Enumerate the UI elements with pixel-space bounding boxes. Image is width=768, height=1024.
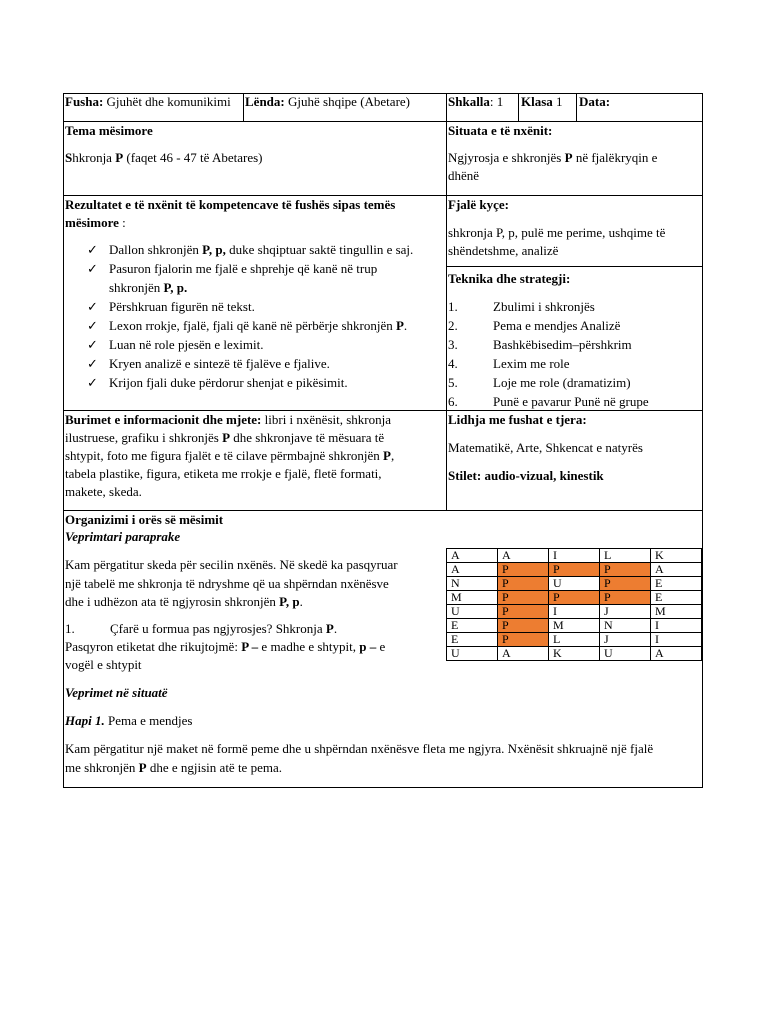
list-item-continuation: shkronjën P, p.: [109, 280, 188, 295]
lenda-value: Gjuhë shqipe (Abetare): [284, 94, 410, 109]
grid-cell: E: [447, 633, 498, 647]
check-icon: ✓: [87, 242, 98, 257]
check-icon: ✓: [87, 299, 98, 314]
situata-heading: Situata e të nxënit:: [448, 123, 553, 138]
grid-cell: P: [498, 591, 549, 605]
grid-cell: M: [549, 619, 600, 633]
grid-cell: K: [651, 549, 702, 563]
data-text: [579, 93, 610, 111]
grid-cell: N: [447, 577, 498, 591]
lenda-label: Lënda:: [245, 94, 285, 109]
rezultatet-heading-line2: mësimore :: [65, 215, 126, 230]
list-item: 3. Bashkëbisedim–përshkrim: [448, 337, 632, 352]
klasa-label: Klasa: [521, 94, 553, 109]
tema-text: Shkronja P (faqet 46 - 47 të Abetares): [65, 150, 263, 165]
lidhja-text: Matematikë, Arte, Shkencat e natyrës: [448, 440, 643, 455]
grid-cell: P: [549, 591, 600, 605]
lenda-text: [245, 93, 410, 111]
klasa-text: [521, 93, 563, 111]
grid-cell: M: [651, 605, 702, 619]
burimet-line4: tabela plastike, figura, etiketa me rrokje e fjalë, fletë formati,: [65, 466, 382, 481]
grid-cell: U: [447, 605, 498, 619]
grid-cell: P: [498, 633, 549, 647]
grid-cell: I: [651, 619, 702, 633]
organizimi-p1-line1: Kam përgatitur skeda për secilin nxënës. Në skedë ka pasqyruar: [65, 557, 398, 572]
grid-row: [447, 577, 702, 591]
check-icon: ✓: [87, 337, 98, 352]
organizimi-p1-line3: dhe i udhëzon ata të ngjyrosin shkronjën P, p.: [65, 594, 303, 609]
organizimi-question-text: Çfarë u formua pas ngjyrosjes? Shkronja P.: [110, 621, 338, 636]
letter-grid-body: [447, 549, 702, 661]
veprimtari-heading: Veprimtari paraprake: [65, 529, 181, 544]
list-item: ✓ Lexon rrokje, fjalë, fjali që kanë në përbërje shkronjën P.: [87, 318, 408, 333]
lidhja-heading: Lidhja me fushat e tjera:: [448, 412, 587, 427]
list-item: 1. Zbulimi i shkronjës: [448, 299, 595, 314]
grid-cell: P: [600, 577, 651, 591]
shkalla-value: : 1: [489, 94, 504, 109]
veprimet-heading: Veprimet në situatë: [65, 685, 168, 700]
grid-cell: I: [651, 633, 702, 647]
rezultatet-list: [87, 240, 442, 392]
grid-cell: A: [651, 563, 702, 577]
situata-line1: Ngjyrosja e shkronjës P në fjalëkryqin e: [448, 150, 658, 165]
grid-row: [447, 563, 702, 577]
data-label: Data:: [579, 94, 611, 109]
grid-cell: M: [447, 591, 498, 605]
rezultatet-heading-line1: Rezultatet e të nxënit të kompetencave të fushës sipas temës: [65, 197, 396, 212]
grid-cell: P: [498, 605, 549, 619]
grid-row: [447, 647, 702, 661]
grid-row: [447, 605, 702, 619]
organizimi-last-line2: me shkronjën P dhe e ngjisin atë te pema.: [65, 760, 282, 775]
grid-cell: A: [447, 549, 498, 563]
grid-cell: P: [600, 563, 651, 577]
burimet-line1: Burimet e informacionit dhe mjete: libri i nxënësit, shkronja: [65, 412, 392, 427]
stilet-text: Stilet: audio-vizual, kinestik: [448, 468, 604, 483]
list-item: ✓ Pasuron fjalorin me fjalë e shprehje që kanë në trup: [87, 261, 378, 276]
grid-cell: E: [447, 619, 498, 633]
grid-cell: L: [549, 633, 600, 647]
klasa-value: 1: [552, 94, 563, 109]
check-icon: ✓: [87, 261, 98, 276]
burimet-line2: ilustruese, grafiku i shkronjës P dhe shkronjave të mësuara të: [65, 430, 385, 445]
shkalla-label: Shkalla: [448, 94, 490, 109]
grid-cell: I: [549, 549, 600, 563]
organizimi-p2-line1: Pasqyron etiketat dhe rikujtojmë: P – e madhe e shtypit, p – e: [65, 639, 386, 654]
check-icon: ✓: [87, 375, 98, 390]
burimet-heading: Burimet e informacionit dhe mjete:: [65, 412, 262, 427]
check-icon: ✓: [87, 318, 98, 333]
grid-row: [447, 591, 702, 605]
list-item: ✓ Krijon fjali duke përdorur shenjat e pikësimit.: [87, 375, 348, 390]
organizimi-p1-line2: një tabelë me shkronja të ndryshme që ua shpërndan nxënësve: [65, 576, 389, 591]
list-item: ✓ Luan në role pjesën e leximit.: [87, 337, 264, 352]
list-item: 5. Loje me role (dramatizim): [448, 375, 631, 390]
grid-cell: E: [651, 591, 702, 605]
letter-grid: [446, 548, 702, 661]
grid-cell: A: [498, 647, 549, 661]
grid-cell: A: [498, 549, 549, 563]
organizimi-heading: Organizimi i orës së mësimit: [65, 512, 224, 527]
tema-p: P: [115, 150, 124, 165]
fjale-kyce-line1: shkronja P, p, pulë me perime, ushqime të: [448, 225, 666, 240]
organizimi-last-line1: Kam përgatitur një maket në formë peme dhe u shpërndan nxënësve fleta me ngjyra. Nxënësit shkruajnë një fjalë: [65, 741, 654, 756]
list-item: ✓ Dallon shkronjën P, p, duke shqiptuar saktë tingullin e saj.: [87, 242, 414, 257]
organizimi-question: 1.: [65, 621, 75, 636]
list-item: 4. Lexim me role: [448, 356, 570, 371]
fusha-label: Fusha:: [65, 94, 104, 109]
list-item: ✓ Përshkruan figurën në tekst.: [87, 299, 255, 314]
shkalla-text: [448, 93, 503, 111]
fusha-text: [65, 93, 231, 111]
grid-cell: E: [651, 577, 702, 591]
tema-s: S: [65, 150, 73, 165]
grid-row: [447, 633, 702, 647]
hapi-heading: Hapi 1. Pema e mendjes: [65, 713, 193, 728]
grid-cell: N: [600, 619, 651, 633]
grid-cell: I: [549, 605, 600, 619]
grid-cell: P: [600, 591, 651, 605]
check-icon: ✓: [87, 356, 98, 371]
fjale-kyce-heading: Fjalë kyçe:: [448, 197, 510, 212]
burimet-line5: makete, skeda.: [65, 484, 142, 499]
grid-cell: P: [498, 619, 549, 633]
grid-cell: P: [549, 563, 600, 577]
situata-line2: dhënë: [448, 168, 480, 183]
grid-row: [447, 619, 702, 633]
grid-cell: P: [498, 563, 549, 577]
grid-cell: U: [447, 647, 498, 661]
grid-cell: A: [651, 647, 702, 661]
tema-heading: Tema mësimore: [65, 123, 153, 138]
grid-cell: U: [549, 577, 600, 591]
grid-cell: U: [600, 647, 651, 661]
grid-cell: J: [600, 633, 651, 647]
fjale-kyce-line2: shëndetshme, analizë: [448, 243, 559, 258]
grid-cell: K: [549, 647, 600, 661]
burimet-line3: shtypit, foto me figura fjalët e të cilave përmbajnë shkronjën P,: [65, 448, 395, 463]
grid-cell: J: [600, 605, 651, 619]
grid-row: [447, 549, 702, 563]
teknika-list: [448, 297, 698, 411]
organizimi-p2-line2: vogël e shtypit: [65, 657, 142, 672]
list-item: 2. Pema e mendjes Analizë: [448, 318, 621, 333]
grid-cell: A: [447, 563, 498, 577]
list-item: 6. Punë e pavarur Punë në grupe: [448, 394, 649, 409]
grid-cell: L: [600, 549, 651, 563]
teknika-heading: Teknika dhe strategji:: [448, 271, 571, 286]
list-item: ✓ Kryen analizë e sintezë të fjalëve e fjalive.: [87, 356, 330, 371]
fusha-value: Gjuhët dhe komunikimi: [103, 94, 231, 109]
grid-cell: P: [498, 577, 549, 591]
